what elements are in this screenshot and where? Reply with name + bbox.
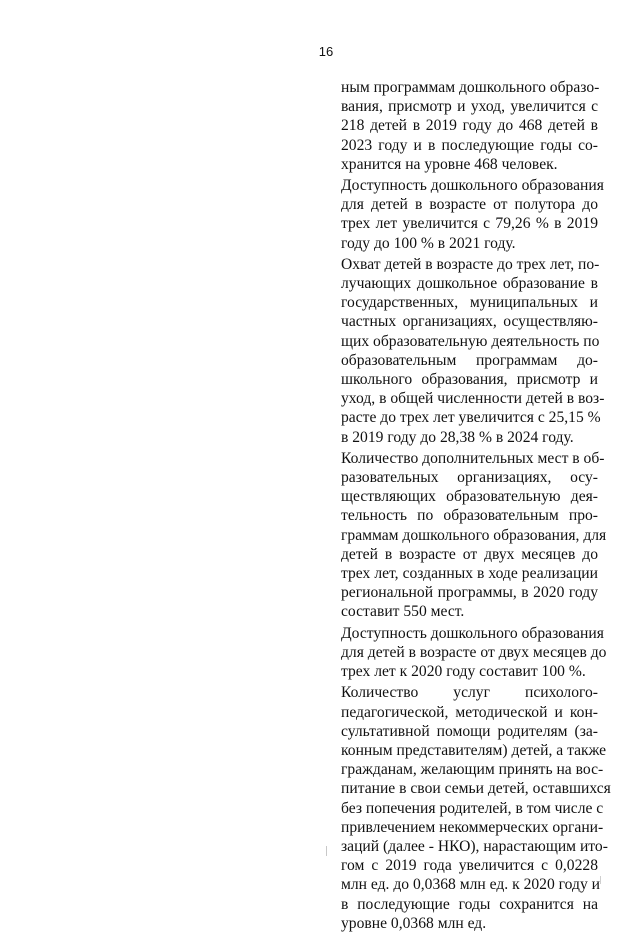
text-line: частных организациях, осуществляю- bbox=[341, 313, 598, 331]
text-line: разовательных организациях, осу- bbox=[341, 469, 598, 487]
text-line: гом с 2019 года увеличится с 0,0228 bbox=[341, 857, 598, 875]
text-line: гражданам, желающим принять на вос- bbox=[341, 761, 604, 779]
text-line: году до 100 % в 2021 году. bbox=[341, 234, 516, 252]
text-line: граммам дошкольного образования, для bbox=[341, 526, 607, 544]
text-line: трех лет к 2020 году составит 100 %. bbox=[341, 663, 586, 681]
body-paragraph bbox=[341, 78, 598, 174]
text-line: Количество дополнительных мест в об- bbox=[341, 449, 605, 467]
text-line: питание в свои семьи детей, оставшихся bbox=[341, 780, 611, 798]
text-line: расте до трех лет увеличится с 25,15 % bbox=[341, 409, 601, 427]
body-paragraph bbox=[341, 176, 604, 253]
text-line: тельность по образовательным про- bbox=[341, 507, 598, 525]
text-line: сультативной помощи родителям (за- bbox=[341, 722, 598, 740]
text-line: школьного образования, присмотр и bbox=[341, 371, 598, 389]
text-line: млн ед. до 0,0368 млн ед. к 2020 году и bbox=[341, 876, 600, 894]
text-line: ным программам дошкольного образо- bbox=[341, 79, 600, 96]
body-paragraph bbox=[341, 683, 611, 933]
text-line: хранится на уровне 468 человек. bbox=[341, 155, 558, 173]
text-line: детей в возрасте от двух месяцев до bbox=[341, 545, 598, 563]
text-line: Охват детей в возрасте до трех лет, по- bbox=[341, 255, 600, 273]
text-line: уровне 0,0368 млн ед. bbox=[341, 914, 487, 932]
text-line: государственных, муниципальных и bbox=[341, 294, 598, 312]
text-line: без попечения родителей, в том числе с bbox=[341, 799, 604, 817]
page-number: 16 bbox=[318, 44, 334, 59]
text-line: составит 550 мест. bbox=[341, 603, 465, 621]
body-paragraph bbox=[341, 624, 607, 682]
text-line: ществляющих образовательную дея- bbox=[341, 488, 598, 506]
scan-speck bbox=[600, 876, 601, 884]
text-line: лучающих дошкольное образование в bbox=[341, 275, 598, 293]
text-line: Доступность дошкольного образования bbox=[341, 177, 604, 195]
text-line: щих образовательную деятельность по bbox=[341, 332, 600, 350]
body-paragraph bbox=[341, 449, 607, 622]
text-line: вания, присмотр и уход, увеличится с bbox=[341, 98, 598, 116]
text-line: в последующие годы сохранится на bbox=[341, 895, 598, 913]
text-line: 218 детей в 2019 году до 468 детей в bbox=[341, 117, 598, 135]
text-line: привлечением некоммерческих органи- bbox=[341, 818, 604, 836]
scan-speck bbox=[326, 846, 327, 856]
text-line: заций (далее - НКО), нарастающим ито- bbox=[341, 837, 608, 855]
text-line: трех лет увеличится с 79,26 % в 2019 bbox=[341, 215, 598, 233]
text-line: 2023 году и в последующие годы со- bbox=[341, 136, 598, 154]
text-line: Количество услуг психолого- bbox=[341, 684, 598, 702]
text-column bbox=[341, 78, 611, 933]
text-line: для детей в возрасте от полутора до bbox=[341, 196, 598, 214]
text-line: образовательным программам до- bbox=[341, 351, 598, 369]
text-line: Доступность дошкольного образования bbox=[341, 624, 604, 642]
text-line: трех лет, созданных в ходе реализации bbox=[341, 565, 598, 583]
text-line: региональной программы, в 2020 году bbox=[341, 584, 598, 602]
text-line: педагогической, методической и кон- bbox=[341, 703, 598, 721]
text-line: уход, в общей численности детей в воз- bbox=[341, 390, 605, 408]
text-line: для детей в возрасте от двух месяцев до bbox=[341, 643, 607, 661]
text-line: конным представителям) детей, а также bbox=[341, 741, 607, 759]
text-line: в 2019 году до 28,38 % в 2024 году. bbox=[341, 428, 574, 446]
body-paragraph bbox=[341, 255, 605, 447]
